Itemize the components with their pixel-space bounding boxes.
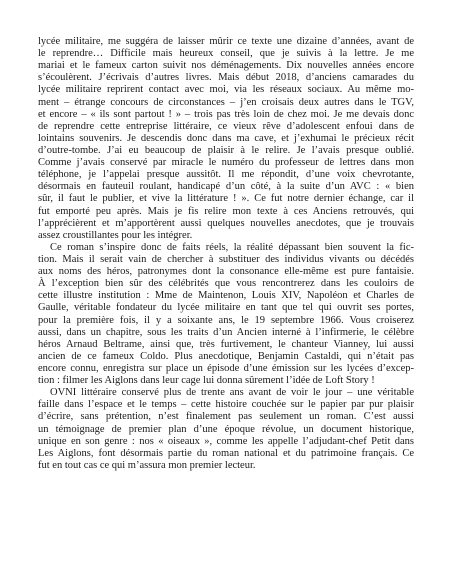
- paragraph: [38, 242, 414, 387]
- text-line: aussi, dans un chapitre, sous les traits d’un Ancien interné à l’infirmerie, le célèbre: [38, 326, 414, 338]
- text-line: pour la première fois, il y a soixante ans, le 19 septembre 1966. Vous croiserez: [38, 314, 414, 326]
- text-line: mariai et le fameux carton suivit nos déménagements. Dix nouvelles années encore: [38, 60, 414, 72]
- text-line: Ce roman s’inspire donc de faits réels, la réalité dépassant bien souvent la fic-: [50, 241, 414, 253]
- paragraph: [38, 36, 414, 242]
- text-line: un témoignage de premier plan d’une époque révolue, un document historique,: [38, 423, 414, 435]
- text-line: encore connu, enregistra sur place un épisode d’une émission sur les lycées d’excep-: [38, 362, 414, 374]
- text-line: héros Arnaud Beltrame, ainsi que, très furtivement, le chanteur Vianney, lui aussi: [38, 338, 414, 350]
- text-line: Les Aiglons, font désormais partie du roman national et du patrimoine français. Ce: [38, 447, 414, 459]
- text-line: tion : filmer les Aiglons dans leur cage lui donna sûrement l’idée de Loft Story !: [38, 375, 375, 387]
- text-line: fut en tout cas ce qui m’assura mon premier lecteur.: [38, 459, 256, 471]
- text-line: tion. Mais il serait vain de chercher à substituer des individus vivants ou décédés: [38, 253, 414, 265]
- text-line: d’outre-tombe. J’ai eu beaucoup de plaisir à le relire. Je l’avais presque oublié.: [38, 144, 414, 156]
- paragraph: [38, 387, 414, 472]
- text-line: OVNI littéraire conservé plus de trente ans avant de voir le jour – une véritable: [50, 387, 414, 399]
- body-text: [38, 36, 414, 472]
- text-line: À l’exception bien sûr des célébrités que vous rencontrerez dans les couloirs de: [38, 278, 414, 290]
- text-line: assez croustillantes pour les intégrer.: [38, 229, 193, 241]
- text-line: le reprendre… Difficile mais heureux conseil, que je suivis à la lettre. Je me: [38, 48, 414, 60]
- text-line: et encore – « ils sont partout ! » – trois pas très loin de chez moi. Je me devais donc: [38, 108, 414, 120]
- text-line: lointains souvenirs. Je descendis donc dans ma cave, et j’exhumai le précieux récit: [38, 132, 414, 144]
- text-line: Comme j’avais conservé par miracle le numéro du professeur de lettres dans mon: [38, 157, 414, 169]
- text-line: cette illustre institution : Mme de Maintenon, Louis XIV, Napoléon et Charles de: [38, 290, 414, 302]
- text-line: ancien de ce fameux Coldo. Plus anecdotique, Benjamin Castaldi, qui n’était pas: [38, 350, 414, 362]
- text-line: faille dans l’espace et le temps – cette histoire couchée sur le papier par pur plaisir: [38, 399, 414, 411]
- text-line: aux noms des héros, patronymes dont la consonance elle-même est pure fantaisie.: [38, 266, 414, 278]
- text-line: désormais en fauteuil roulant, handicapé d’un côté, à la suite d’un AVC : « bien: [38, 181, 414, 193]
- text-line: sûr, il faut le publier, et vive la littérature ! ». Ce fut notre dernier échange, car il: [38, 193, 414, 205]
- text-line: fut emporté peu après. Mais je fis relire mon texte à ces Anciens retrouvés, qui: [38, 205, 414, 217]
- text-line: téléphone, je l’appelai presque aussitôt. Il me répondit, d’une voix chevrotante,: [38, 169, 414, 181]
- text-line: de reprendre cette entreprise littéraire, ce vieux rêve d’adolescent enfoui dans de: [38, 120, 414, 132]
- text-line: s’écoulèrent. J’écrivais d’autres livres. Mais début 2018, d’anciens camarades du: [38, 72, 414, 84]
- text-line: d’écrire, sans prétention, n’est finalement pas seulement un roman. C’est aussi: [38, 411, 414, 423]
- text-line: l’apprécièrent et m’apportèrent aussi quelques nouvelles anecdotes, que je trouvais: [38, 217, 414, 229]
- text-line: ment – étrange concours de circonstances – j’en croisais deux autres dans le TGV,: [38, 96, 414, 108]
- text-line: unique en son genre : nos « oiseaux », comme les appelle l’adjudant-chef Petit dans: [38, 435, 414, 447]
- text-line: lycée militaire, me suggéra de laisser mûrir ce texte une dizaine d’années, avant de: [38, 36, 414, 47]
- text-line: lycée militaire reprirent contact avec moi, via les réseaux sociaux. Au même mo-: [38, 84, 414, 96]
- text-line: Gaulle, véritable fondateur du lycée militaire en tant que tel qui ouvrit ses portes,: [38, 302, 414, 314]
